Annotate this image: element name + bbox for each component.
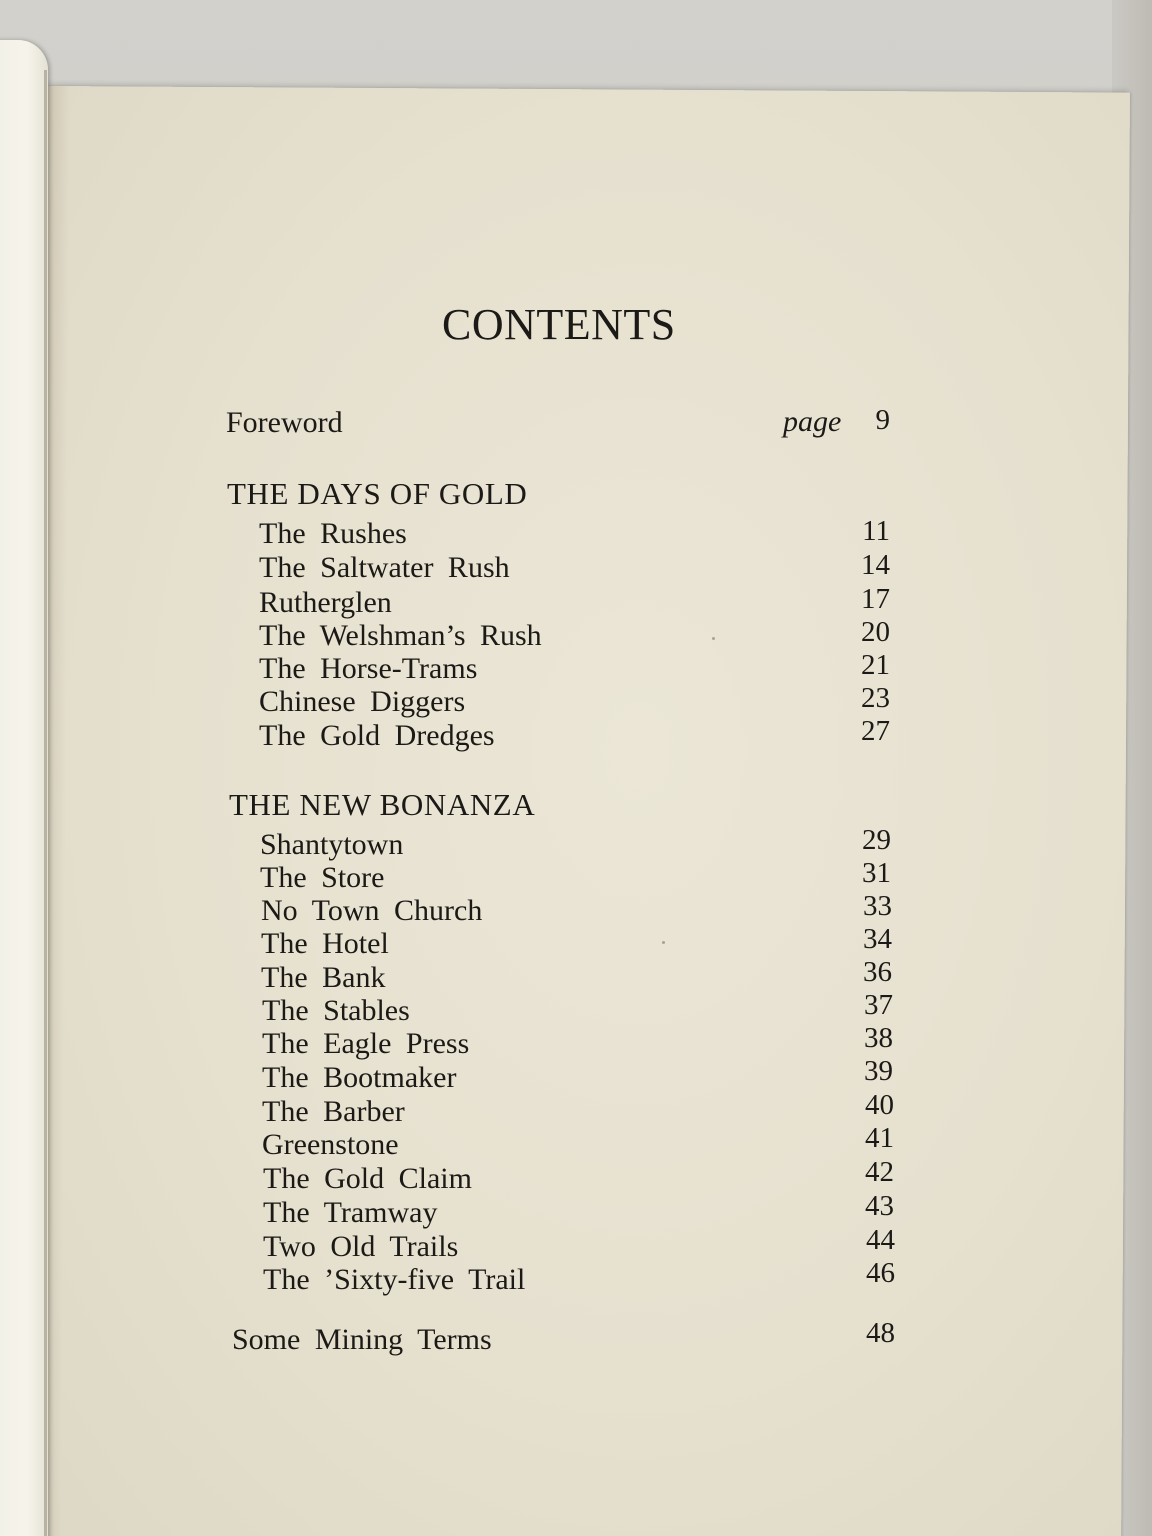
section-heading: THE DAYS OF GOLD — [227, 476, 528, 511]
toc-entry: The Saltwater Rush — [259, 551, 510, 584]
toc-page-number: 36 — [863, 956, 892, 988]
toc-page-number: 39 — [864, 1055, 893, 1087]
toc-entry: The Rushes — [259, 517, 407, 550]
toc-entry: The Tramway — [263, 1196, 438, 1229]
toc-page-number: 9 — [875, 404, 890, 436]
page-title: CONTENTS — [442, 300, 676, 349]
toc-entry: The Stables — [262, 994, 410, 1027]
toc-page-number: 41 — [865, 1122, 894, 1154]
toc-entry: The ’Sixty-five Trail — [263, 1263, 526, 1296]
toc-entry: The Bank — [261, 961, 386, 994]
toc-page-number: 46 — [866, 1257, 895, 1289]
toc-page-number: 23 — [861, 682, 890, 714]
toc-entry: The Store — [260, 861, 385, 894]
toc-entry: Rutherglen — [259, 586, 392, 619]
toc-page-number: 14 — [861, 549, 890, 581]
toc-entry: Greenstone — [262, 1128, 399, 1161]
toc-entry: The Eagle Press — [262, 1027, 470, 1060]
paper-speck — [662, 941, 665, 944]
toc-page-number: 31 — [862, 857, 891, 889]
page-column-label: page — [783, 405, 842, 438]
toc-page-number: 17 — [861, 583, 890, 615]
toc-page-number: 27 — [861, 715, 890, 747]
toc-entry: The Gold Dredges — [259, 719, 495, 752]
toc-entry: The Hotel — [261, 927, 389, 960]
toc-page-number: 48 — [866, 1317, 895, 1349]
toc-entry: The Barber — [262, 1095, 405, 1128]
paper-speck — [712, 637, 715, 640]
toc-entry: The Welshman’s Rush — [259, 619, 542, 652]
toc-page-number: 40 — [865, 1089, 894, 1121]
facing-page-edge — [0, 40, 48, 1536]
toc-page-number: 21 — [861, 649, 890, 681]
toc-entry: The Horse-Trams — [259, 652, 478, 685]
toc-page-number: 44 — [866, 1224, 895, 1256]
toc-page-number: 11 — [862, 515, 890, 547]
section-heading: THE NEW BONANZA — [229, 787, 536, 822]
toc-entry: The Bootmaker — [262, 1061, 457, 1094]
toc-page-number: 34 — [863, 923, 892, 955]
toc-entry: The Gold Claim — [263, 1162, 472, 1195]
toc-page-number: 29 — [862, 824, 891, 856]
toc-page-number: 33 — [863, 890, 892, 922]
toc-entry-foreword: Foreword — [226, 406, 343, 439]
toc-entry: No Town Church — [261, 894, 483, 927]
toc-page-number: 43 — [865, 1190, 894, 1222]
toc-entry: Two Old Trails — [263, 1230, 459, 1263]
toc-entry-mining-terms: Some Mining Terms — [232, 1323, 492, 1356]
toc-entry: Chinese Diggers — [259, 685, 466, 718]
toc-page-number: 38 — [864, 1022, 893, 1054]
toc-page-number: 42 — [865, 1156, 894, 1188]
toc-page-number: 20 — [861, 616, 890, 648]
toc-entry: Shantytown — [260, 828, 404, 861]
toc-page-number: 37 — [864, 989, 893, 1021]
page-gutter-line — [44, 70, 47, 1536]
